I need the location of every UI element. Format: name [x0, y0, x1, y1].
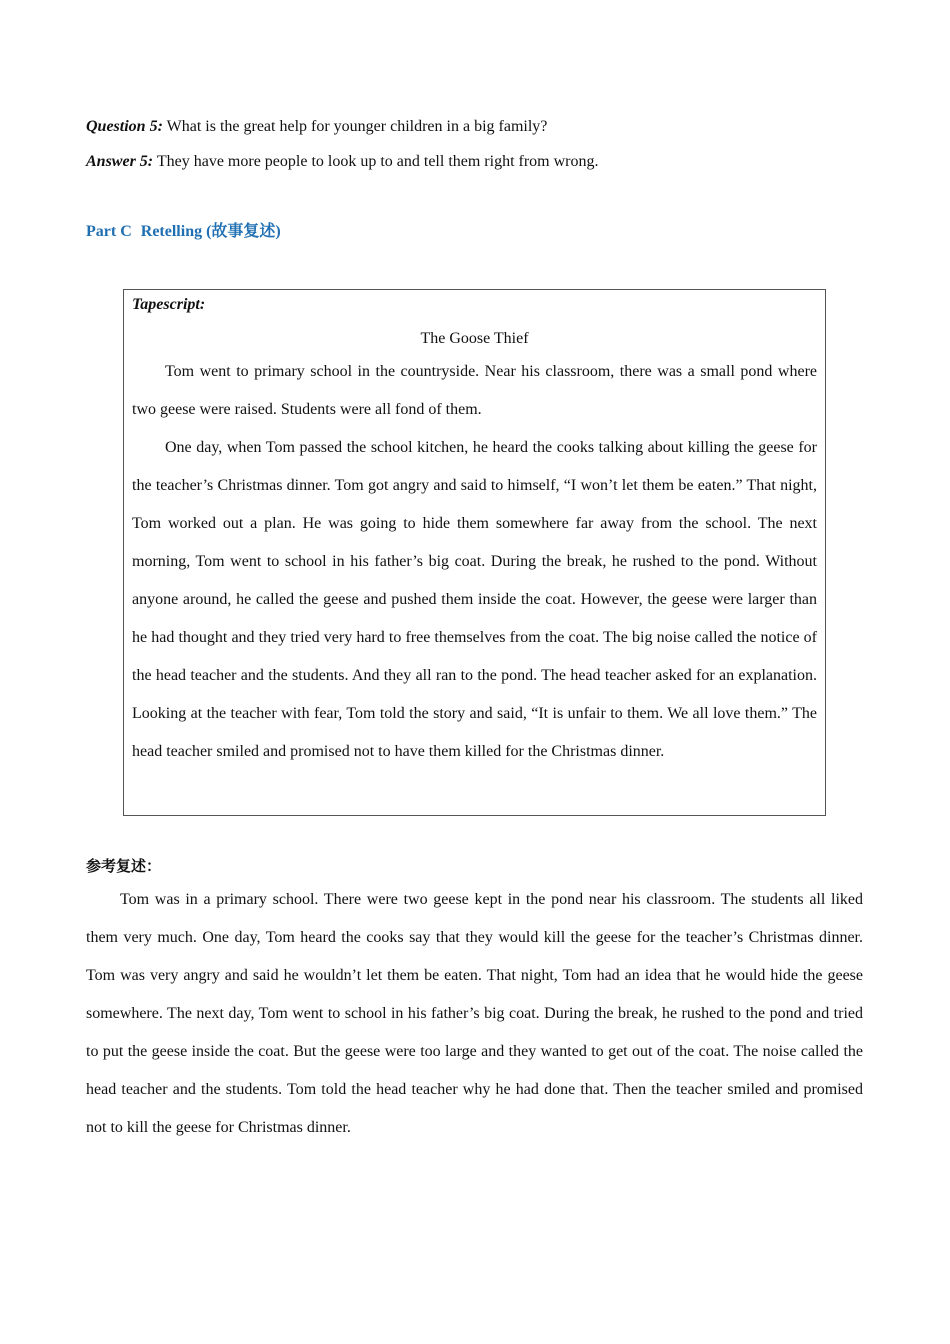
part-c-label: Part C: [86, 223, 132, 240]
part-c-heading: [86, 222, 281, 242]
question-text: What is the great help for younger children in a big family?: [162, 118, 548, 135]
tapescript-box: [123, 289, 826, 816]
tapescript-content: [132, 294, 817, 771]
story-title: The Goose Thief: [420, 330, 529, 347]
answer-5: [86, 152, 866, 172]
question-5: [86, 117, 866, 137]
question-label: Question 5:: [86, 118, 163, 135]
tapescript-label: Tapescript:: [132, 296, 206, 313]
story-paragraph-2: One day, when Tom passed the school kitchen, he heard the cooks talking about killing the geese for the teacher’s Christmas dinner. Tom got angry and said to himself, “I won’t let them be eaten.” That night, Tom worked out a plan. He was going to hide them somewhere far away from the school. The next morning, Tom went to school in his father’s big coat. During the break, he rushed to the pond. Without anyone around, he called the geese and pushed them inside the coat. However, the geese were larger than he had thought and they tried very hard to free themselves from the coat. The big noise called the notice of the head teacher and the students. And they all ran to the pond. The head teacher asked for an explanation. Looking at the teacher with fear, Tom told the story and said, “It is unfair to them. We all love them.” The head teacher smiled and promised not to have them killed for the Christmas dinner.: [132, 439, 817, 760]
reference-retelling: Tom was in a primary school. There were two geese kept in the pond near his classroom. The students all liked them very much. One day, Tom heard the cooks say that they would kill the geese for the teacher’s Christmas dinner. Tom was very angry and said he wouldn’t let them be eaten. That night, Tom had an idea that he would hide the geese somewhere. The next day, Tom went to school in his father’s big coat. During the break, he rushed to the pond and tried to put the geese inside the coat. But the geese were too large and they wanted to get out of the coat. The noise called the head teacher and the students. Tom told the head teacher why he had done that. Then the teacher smiled and promised not to kill the geese for Christmas dinner.: [86, 891, 863, 1136]
answer-label: Answer 5:: [86, 153, 154, 170]
reference-heading: 参考复述：: [86, 857, 162, 875]
answer-text: They have more people to look up to and tell them right from wrong.: [153, 153, 599, 170]
part-c-title: Retelling (故事复述): [140, 223, 281, 240]
story-paragraph-1: Tom went to primary school in the countryside. Near his classroom, there was a small pond where two geese were raised. Students were all fond of them.: [132, 363, 817, 418]
